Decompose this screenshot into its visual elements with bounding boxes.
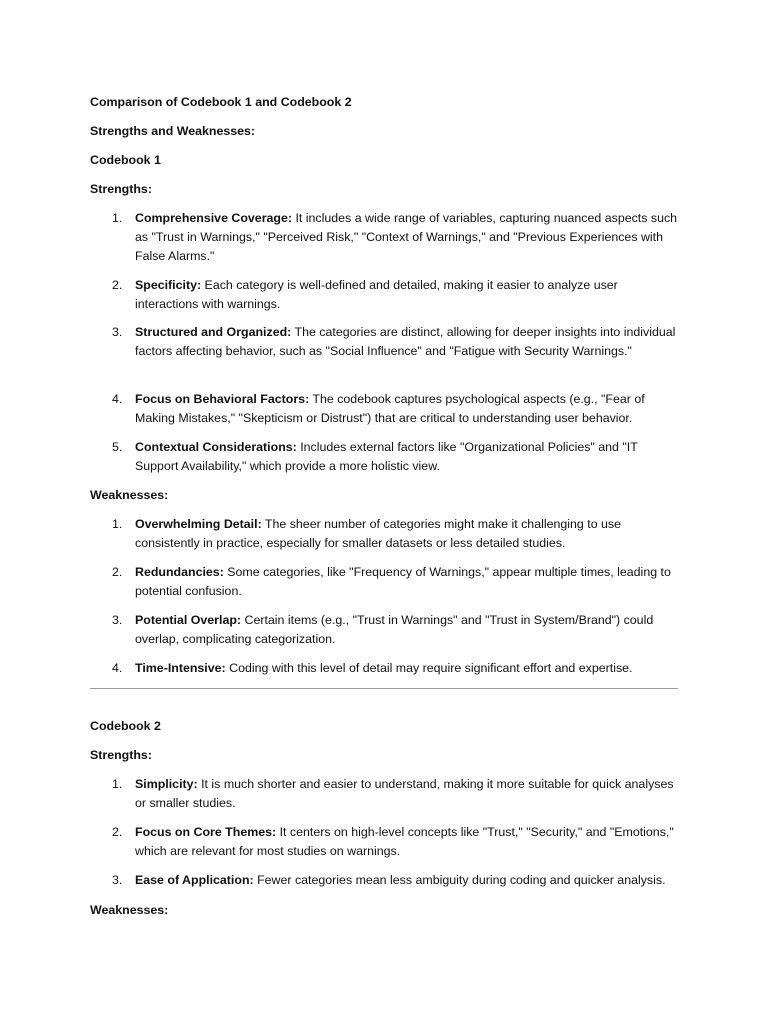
list-text: It includes a wide range of variables, capturing nuanced aspects such as "Trust in Warnings," "Perceived Risk," "Context of Warnings," and "Previous Experiences with False Alarms." (135, 211, 678, 263)
list-term: Simplicity: (135, 777, 198, 791)
subtitle: Strengths and Weaknesses: (90, 124, 256, 138)
document-title: Comparison of Codebook 1 and Codebook 2 (90, 95, 352, 109)
list-text: The categories are distinct, allowing for deeper insights into individual factors affecting behavior, such as "Social Influence" and "Fatigue with Security Warnings." (135, 325, 676, 358)
list-text: It centers on high-level concepts like "Trust," "Security," and "Emotions," which are relevant for most studies on warnings. (135, 825, 674, 858)
codebook2-heading: Codebook 2 (90, 719, 161, 733)
list-term: Redundancies: (135, 565, 224, 579)
list-number: 1. (112, 517, 123, 531)
list-term: Structured and Organized: (135, 325, 292, 339)
list-term: Potential Overlap: (135, 613, 242, 627)
list-number: 3. (112, 873, 123, 887)
list-number: 4. (112, 661, 123, 675)
list-term: Specificity: (135, 278, 202, 292)
list-term: Focus on Core Themes: (135, 825, 277, 839)
codebook1-strengths-label: Strengths: (90, 182, 152, 196)
list-text: The codebook captures psychological aspects (e.g., "Fear of Making Mistakes," "Skepticism or Distrust") that are critical to understanding user behavior. (135, 392, 645, 425)
list-item (90, 276, 678, 314)
list-term: Contextual Considerations: (135, 440, 297, 454)
list-item (90, 823, 678, 861)
codebook2-strengths-label: Strengths: (90, 748, 152, 762)
list-item (90, 563, 678, 601)
list-term: Time-Intensive: (135, 661, 226, 675)
list-item (90, 438, 678, 476)
list-number: 3. (112, 613, 123, 627)
list-number: 4. (112, 392, 123, 406)
list-item (90, 659, 678, 678)
list-term: Ease of Application: (135, 873, 254, 887)
list-number: 2. (112, 825, 123, 839)
list-item (90, 209, 678, 266)
list-text: The sheer number of categories might make it challenging to use consistently in practice, especially for smaller datasets or less detailed studies. (135, 517, 622, 550)
list-number: 1. (112, 211, 123, 225)
list-number: 5. (112, 440, 123, 454)
horizontal-divider (90, 688, 678, 689)
list-text: Certain items (e.g., "Trust in Warnings" and "Trust in System/Brand") could overlap, complicating categorization. (135, 613, 654, 646)
list-item (90, 323, 678, 361)
list-number: 1. (112, 777, 123, 791)
list-term: Overwhelming Detail: (135, 517, 262, 531)
list-text: Coding with this level of detail may require significant effort and expertise. (225, 661, 633, 675)
list-term: Comprehensive Coverage: (135, 211, 293, 225)
list-number: 3. (112, 325, 123, 339)
list-item (90, 871, 678, 890)
list-text: Fewer categories mean less ambiguity during coding and quicker analysis. (253, 873, 666, 887)
list-term: Focus on Behavioral Factors: (135, 392, 310, 406)
codebook1-weaknesses-label: Weaknesses: (90, 488, 169, 502)
list-item (90, 611, 678, 649)
list-text: Each category is well-defined and detailed, making it easier to analyze user interactions with warnings. (135, 278, 618, 311)
list-item (90, 515, 678, 553)
list-text: Some categories, like "Frequency of Warnings," appear multiple times, leading to potential confusion. (135, 565, 671, 598)
codebook1-heading: Codebook 1 (90, 153, 161, 167)
list-text: It is much shorter and easier to understand, making it more suitable for quick analyses or smaller studies. (135, 777, 674, 810)
list-item (90, 775, 678, 813)
codebook2-weaknesses-label: Weaknesses: (90, 903, 169, 917)
list-number: 2. (112, 565, 123, 579)
list-item (90, 390, 678, 428)
list-number: 2. (112, 278, 123, 292)
list-text: Includes external factors like "Organizational Policies" and "IT Support Availability," which provide a more holistic view. (135, 440, 638, 473)
